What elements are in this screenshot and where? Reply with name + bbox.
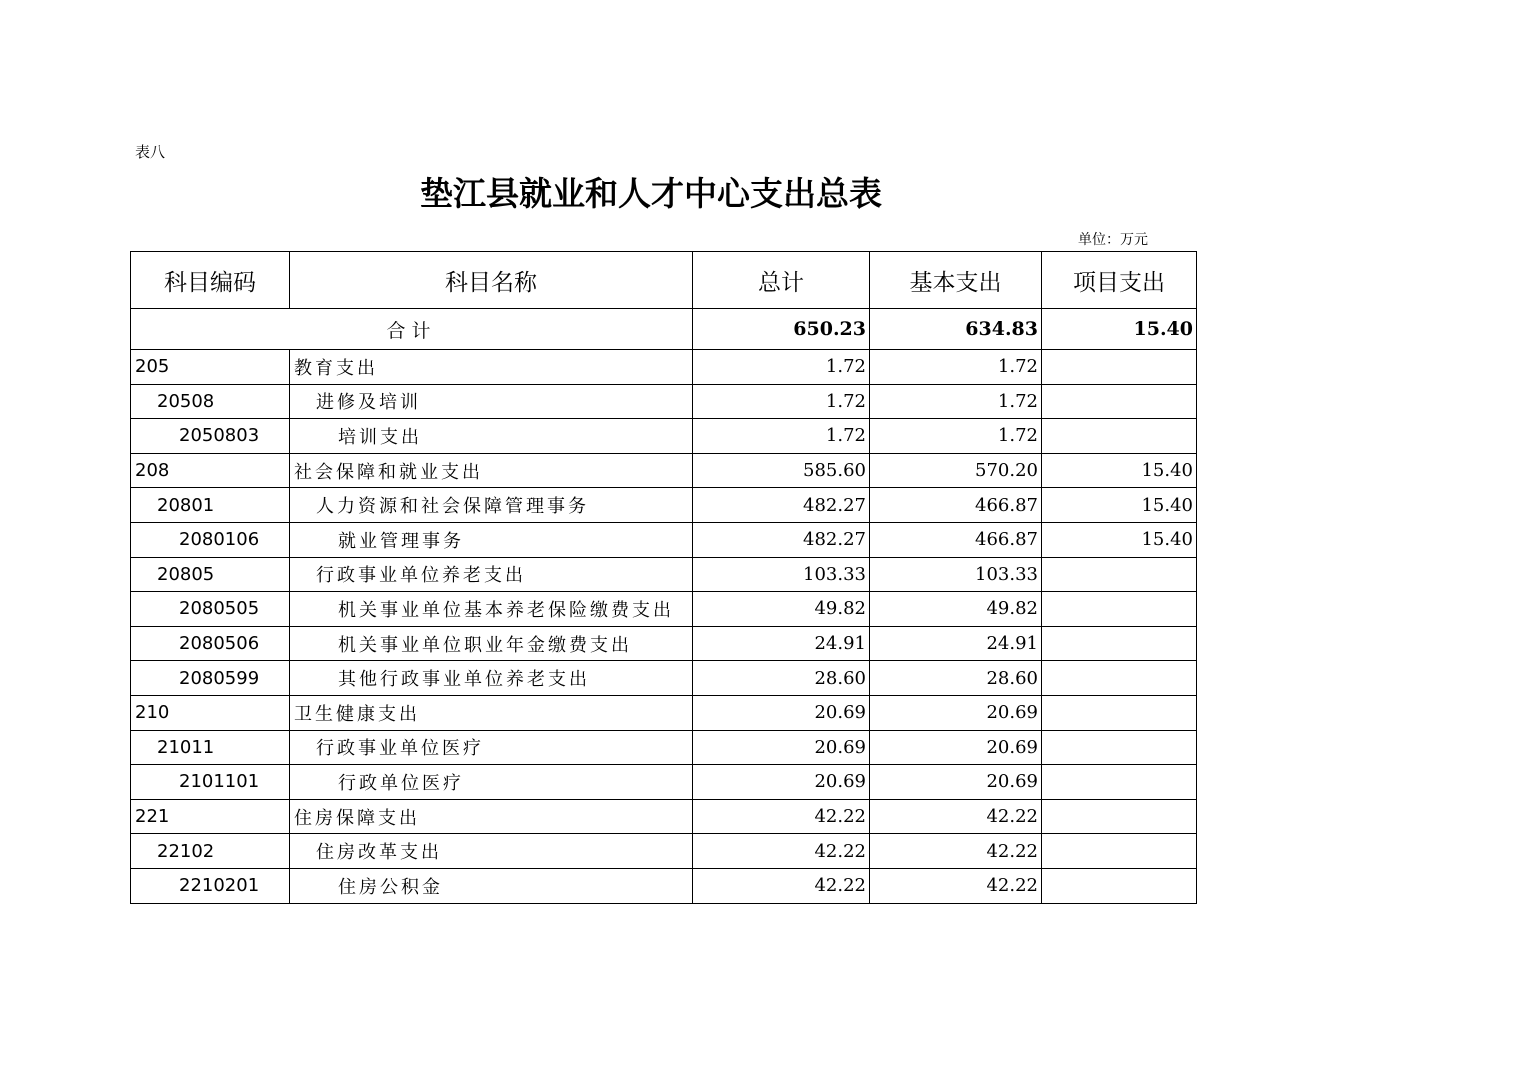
row-project: 15.40 xyxy=(1042,522,1197,557)
row-project: 15.40 xyxy=(1042,488,1197,523)
table-row xyxy=(131,661,1197,696)
table-row xyxy=(131,488,1197,523)
row-basic: 103.33 xyxy=(870,557,1042,592)
column-header-total: 总计 xyxy=(693,252,870,309)
table-row xyxy=(131,557,1197,592)
row-name: 行政事业单位医疗 xyxy=(290,730,693,765)
row-total: 42.22 xyxy=(693,799,870,834)
row-name: 行政单位医疗 xyxy=(290,765,693,800)
row-basic: 570.20 xyxy=(870,453,1042,488)
page-title: 垫江县就业和人才中心支出总表 xyxy=(420,174,882,213)
row-basic: 20.69 xyxy=(870,730,1042,765)
row-basic: 42.22 xyxy=(870,868,1042,903)
row-total: 482.27 xyxy=(693,522,870,557)
row-basic: 28.60 xyxy=(870,661,1042,696)
row-code: 2080506 xyxy=(131,626,290,661)
row-code: 210 xyxy=(131,695,290,730)
row-basic: 42.22 xyxy=(870,834,1042,869)
row-name: 住房保障支出 xyxy=(290,799,693,834)
row-project xyxy=(1042,350,1197,385)
row-total: 42.22 xyxy=(693,868,870,903)
row-basic: 1.72 xyxy=(870,350,1042,385)
row-total: 1.72 xyxy=(693,419,870,454)
expenditure-table xyxy=(130,251,1197,904)
row-project xyxy=(1042,868,1197,903)
row-name: 培训支出 xyxy=(290,419,693,454)
row-basic: 466.87 xyxy=(870,522,1042,557)
row-project xyxy=(1042,419,1197,454)
row-total: 28.60 xyxy=(693,661,870,696)
row-basic: 42.22 xyxy=(870,799,1042,834)
row-project xyxy=(1042,765,1197,800)
row-basic: 20.69 xyxy=(870,765,1042,800)
row-code: 2080599 xyxy=(131,661,290,696)
row-code: 2050803 xyxy=(131,419,290,454)
table-row xyxy=(131,350,1197,385)
row-name: 就业管理事务 xyxy=(290,522,693,557)
row-name: 机关事业单位职业年金缴费支出 xyxy=(290,626,693,661)
row-total: 42.22 xyxy=(693,834,870,869)
row-total: 1.72 xyxy=(693,350,870,385)
row-code: 208 xyxy=(131,453,290,488)
row-total: 103.33 xyxy=(693,557,870,592)
row-code: 2101101 xyxy=(131,765,290,800)
row-name: 教育支出 xyxy=(290,350,693,385)
row-project xyxy=(1042,695,1197,730)
row-basic: 466.87 xyxy=(870,488,1042,523)
row-project xyxy=(1042,592,1197,627)
row-basic: 24.91 xyxy=(870,626,1042,661)
row-code: 2080505 xyxy=(131,592,290,627)
row-total: 482.27 xyxy=(693,488,870,523)
table-row xyxy=(131,522,1197,557)
row-total: 585.60 xyxy=(693,453,870,488)
table-row xyxy=(131,592,1197,627)
row-total: 20.69 xyxy=(693,730,870,765)
row-code: 20801 xyxy=(131,488,290,523)
row-basic: 1.72 xyxy=(870,419,1042,454)
row-name: 人力资源和社会保障管理事务 xyxy=(290,488,693,523)
total-sum: 650.23 xyxy=(693,309,870,350)
table-row xyxy=(131,834,1197,869)
row-code: 221 xyxy=(131,799,290,834)
row-project xyxy=(1042,661,1197,696)
row-project xyxy=(1042,384,1197,419)
unit-label: 单位：万元 xyxy=(1078,232,1148,248)
row-total: 20.69 xyxy=(693,695,870,730)
row-project xyxy=(1042,557,1197,592)
row-code: 20805 xyxy=(131,557,290,592)
row-name: 机关事业单位基本养老保险缴费支出 xyxy=(290,592,693,627)
row-name: 卫生健康支出 xyxy=(290,695,693,730)
row-project: 15.40 xyxy=(1042,453,1197,488)
table-row xyxy=(131,799,1197,834)
row-project xyxy=(1042,730,1197,765)
column-header-code: 科目编码 xyxy=(131,252,290,309)
row-project xyxy=(1042,626,1197,661)
column-header-project: 项目支出 xyxy=(1042,252,1197,309)
row-total: 1.72 xyxy=(693,384,870,419)
total-row xyxy=(131,309,1197,350)
row-project xyxy=(1042,799,1197,834)
row-name: 社会保障和就业支出 xyxy=(290,453,693,488)
table-row xyxy=(131,695,1197,730)
row-basic: 49.82 xyxy=(870,592,1042,627)
column-header-name: 科目名称 xyxy=(290,252,693,309)
row-total: 49.82 xyxy=(693,592,870,627)
row-code: 205 xyxy=(131,350,290,385)
total-project: 15.40 xyxy=(1042,309,1197,350)
table-row xyxy=(131,765,1197,800)
row-basic: 1.72 xyxy=(870,384,1042,419)
total-label: 合计 xyxy=(131,309,693,350)
row-code: 20508 xyxy=(131,384,290,419)
table-row xyxy=(131,384,1197,419)
row-name: 其他行政事业单位养老支出 xyxy=(290,661,693,696)
table-row xyxy=(131,730,1197,765)
header-row xyxy=(131,252,1197,309)
row-total: 20.69 xyxy=(693,765,870,800)
table-row xyxy=(131,419,1197,454)
row-total: 24.91 xyxy=(693,626,870,661)
row-code: 22102 xyxy=(131,834,290,869)
row-code: 2210201 xyxy=(131,868,290,903)
column-header-basic: 基本支出 xyxy=(870,252,1042,309)
table-label: 表八 xyxy=(135,143,166,161)
table-row xyxy=(131,868,1197,903)
row-name: 住房改革支出 xyxy=(290,834,693,869)
row-project xyxy=(1042,834,1197,869)
row-name: 进修及培训 xyxy=(290,384,693,419)
row-code: 21011 xyxy=(131,730,290,765)
row-basic: 20.69 xyxy=(870,695,1042,730)
row-code: 2080106 xyxy=(131,522,290,557)
table-row xyxy=(131,453,1197,488)
table-row xyxy=(131,626,1197,661)
total-basic: 634.83 xyxy=(870,309,1042,350)
row-name: 住房公积金 xyxy=(290,868,693,903)
row-name: 行政事业单位养老支出 xyxy=(290,557,693,592)
